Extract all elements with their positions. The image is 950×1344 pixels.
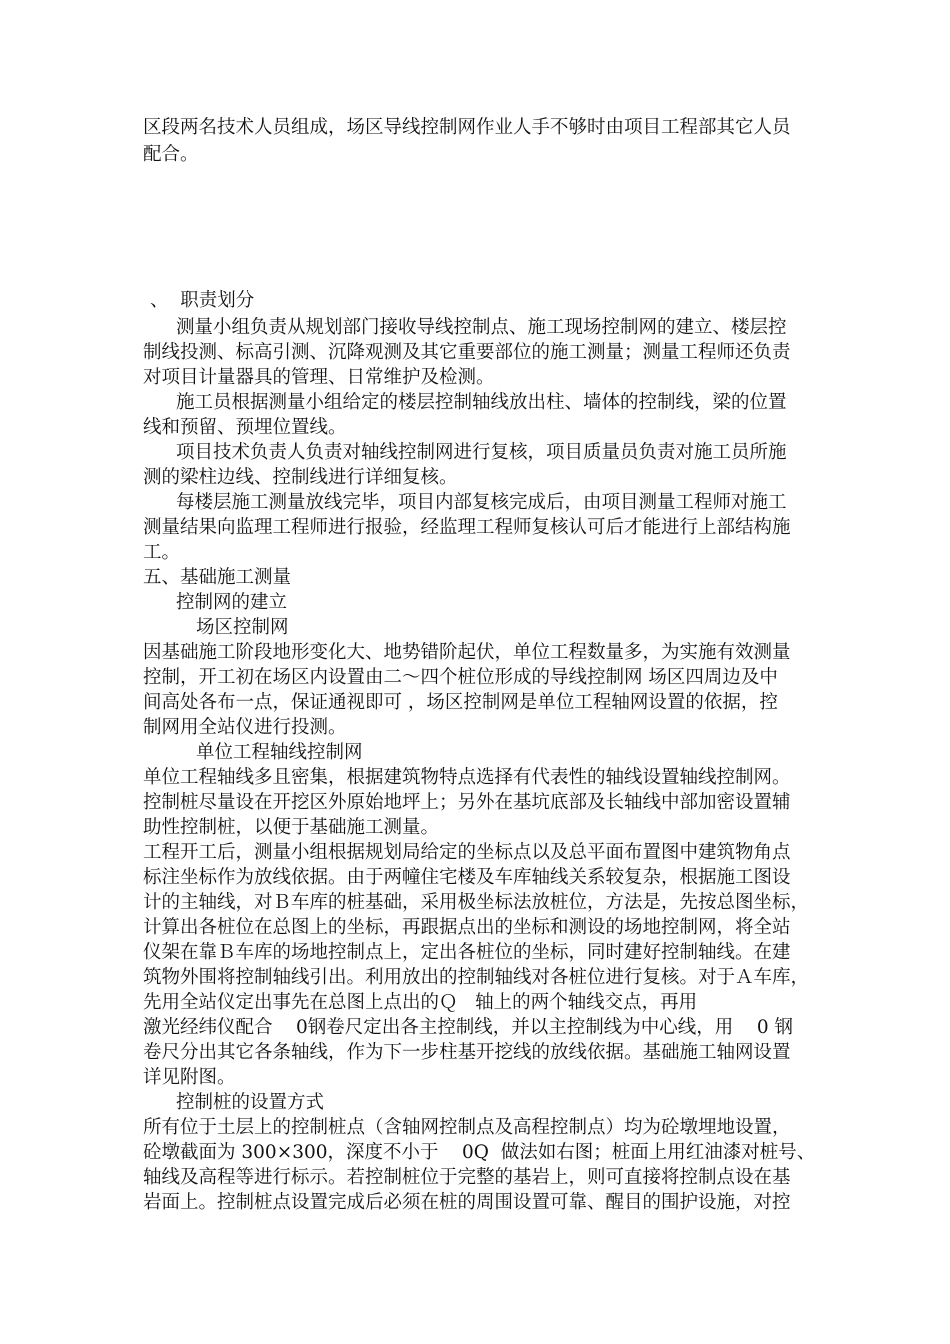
text-line: 轴线及高程等进行标示。若控制桩位于完整的基岩上，则可直接将控制点设在基: [143, 1167, 791, 1188]
text-line: 工程开工后，测量小组根据规划局给定的坐标点以及总平面布置图中建筑物角点: [143, 842, 791, 863]
text-line: 仪架在靠Ｂ车库的场地控制点上，定出各桩位的坐标，同时建好控制轴线。在建: [143, 942, 791, 963]
text-line: 对项目计量器具的管理、日常维护及检测。: [143, 367, 495, 388]
text-line: 测量结果向监理工程师进行报验，经监理工程师复核认可后才能进行上部结构施: [143, 517, 791, 538]
text-line: 控制桩尽量设在开挖区外原始地坪上；另外在基坑底部及长轴线中部加密设置辅: [143, 792, 791, 813]
text-line: 工。: [143, 542, 181, 563]
text-line: 岩面上。控制桩点设置完成后必须在桩的周围设置可靠、醒目的围护设施，对控: [143, 1192, 791, 1213]
text-line: 因基础施工阶段地形变化大、地势错阶起伏，单位工程数量多，为实施有效测量: [143, 642, 791, 663]
text-line: 项目技术负责人负责对轴线控制网进行复核，项目质量员负责对施工员所施: [176, 442, 787, 463]
text-line: 制网用全站仪进行投测。: [143, 717, 347, 738]
text-line: 助性控制桩，以便于基础施工测量。: [143, 817, 440, 838]
text-line: 测的梁柱边线、控制线进行详细复核。: [143, 467, 458, 488]
text-line: 测量小组负责从规划部门接收导线控制点、施工现场控制网的建立、楼层控: [176, 317, 787, 338]
text-line: 先用全站仪定出事先在总图上点出的Ｑ 轴上的两个轴线交点，再用: [143, 992, 698, 1013]
text-line: 筑物外围将控制轴线引出。利用放出的控制轴线对各桩位进行复核。对于Ａ车库，: [143, 967, 810, 988]
text-line: 区段两名技术人员组成，场区导线控制网作业人手不够时由项目工程部其它人员: [143, 117, 791, 138]
text-line: 场区控制网: [196, 617, 289, 638]
text-line: 控制网的建立: [176, 592, 288, 613]
text-line: 线和预留、预埋位置线。: [143, 417, 347, 438]
text-line: 计的主轴线，对Ｂ车库的桩基础，采用极坐标法放桩位，方法是，先按总图坐标，: [143, 892, 810, 913]
text-line: 砼墩截面为 300×300，深度不小于 0Q 做法如右图；桩面上用红油漆对桩号、: [143, 1142, 816, 1163]
text-line: 施工员根据测量小组给定的楼层控制轴线放出柱、墙体的控制线，梁的位置: [176, 392, 787, 413]
text-line: 卷尺分出其它各条轴线，作为下一步柱基开挖线的放线依据。基础施工轴网设置: [143, 1042, 791, 1063]
text-line: 激光经纬仪配合 0钢卷尺定出各主控制线，并以主控制线为中心线，用 0 钢: [143, 1017, 793, 1038]
text-line: 单位工程轴线多且密集，根据建筑物特点选择有代表性的轴线设置轴线控制网。: [143, 767, 791, 788]
text-line: 间高处各布一点，保证通视即可 ，场区控制网是单位工程轴网设置的依据，控: [143, 692, 778, 713]
text-line: 制线投测、标高引测、沉降观测及其它重要部位的施工测量；测量工程师还负责: [143, 342, 791, 363]
text-line: 标注坐标作为放线依据。由于两幢住宅楼及车库轴线关系较复杂，根据施工图设: [143, 867, 791, 888]
text-line: 配合。: [143, 144, 199, 165]
text-line: 每楼层施工测量放线完毕，项目内部复核完成后，由项目测量工程师对施工: [176, 492, 787, 513]
text-line: 单位工程轴线控制网: [196, 742, 363, 763]
text-line: 、 职责划分: [150, 290, 255, 311]
text-line: 计算出各桩位在总图上的坐标，再跟据点出的坐标和测设的场地控制网，将全站: [143, 917, 791, 938]
text-line: 详见附图。: [143, 1067, 236, 1088]
text-line: 控制，开工初在场区内设置由二～四个桩位形成的导线控制网 场区四周边及中: [143, 667, 778, 688]
text-line: 五、基础施工测量: [143, 567, 292, 588]
text-line: 控制桩的设置方式: [176, 1092, 325, 1113]
text-line: 所有位于土层上的控制桩点（含轴网控制点及高程控制点）均为砼墩埋地设置，: [143, 1117, 791, 1138]
